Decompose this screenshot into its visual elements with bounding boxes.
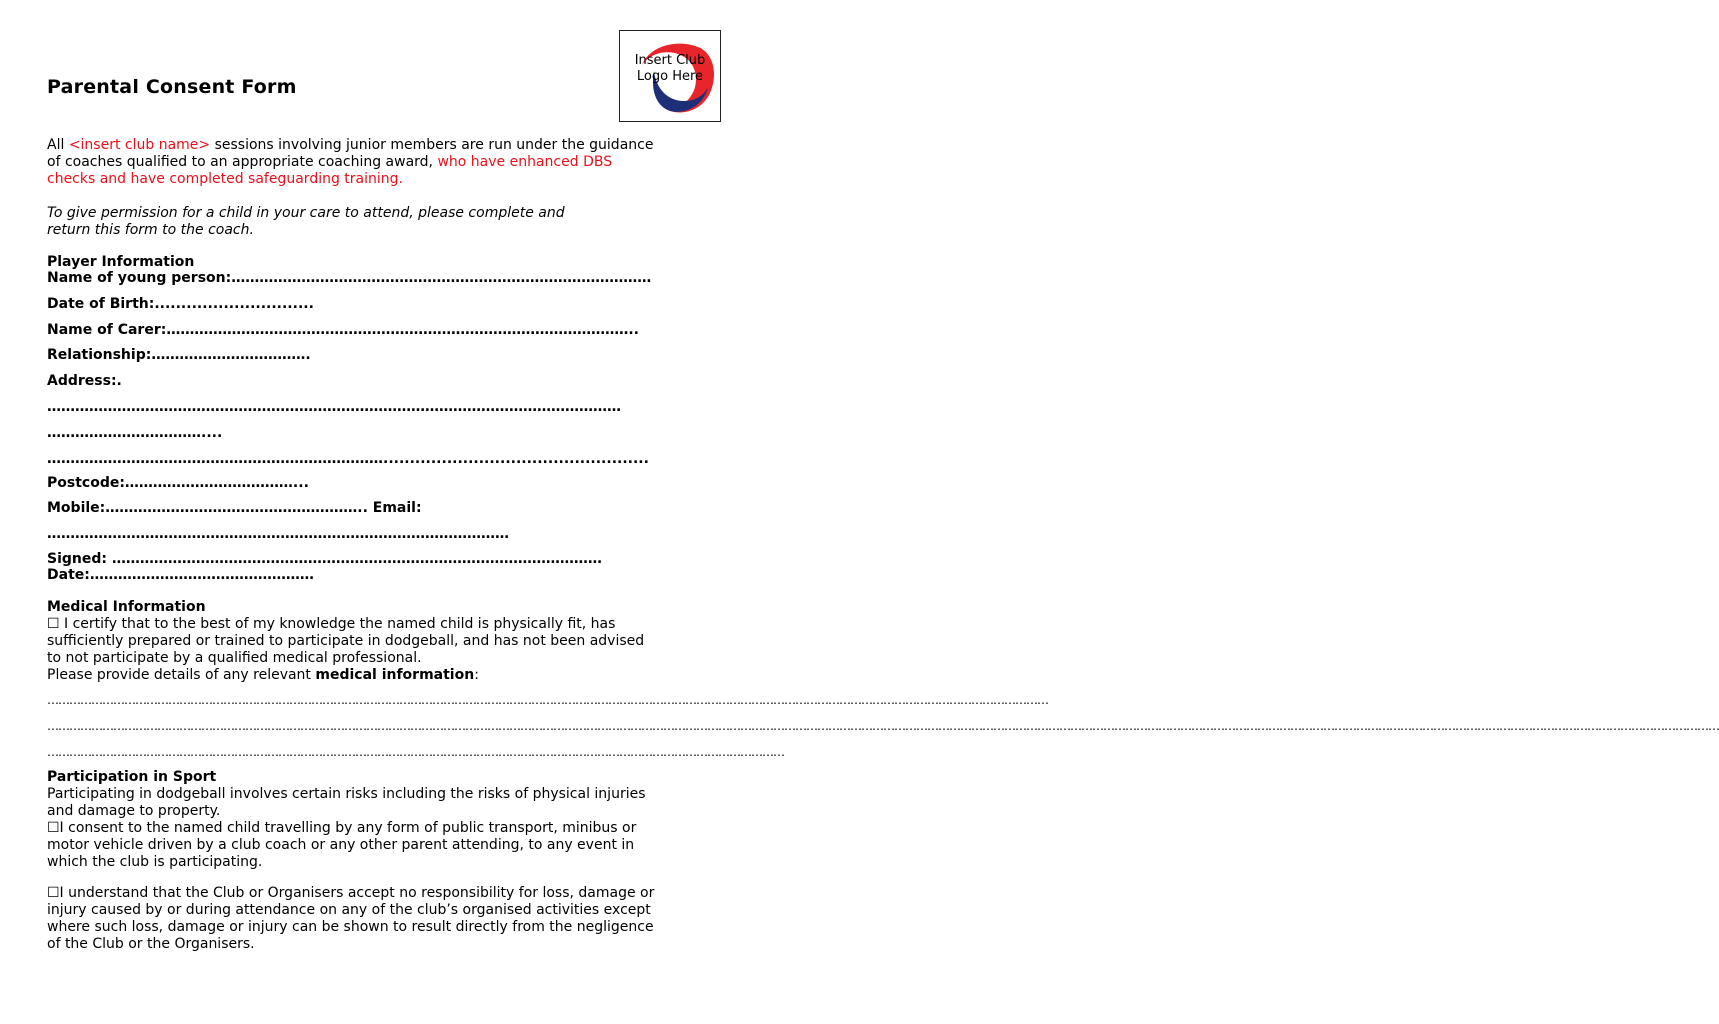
instruction-line-2: return this form to the coach. — [47, 222, 254, 238]
postcode-field[interactable]: Postcode:………………………………... — [47, 475, 309, 491]
club-name-placeholder: <insert club name> — [68, 137, 211, 153]
medical-details-line-2[interactable]: …………………………………………………………………………………………………………………………………………………………………………………………………………………………………………………………………………………………………………………………………………………………………………………………………………………… — [47, 719, 1719, 733]
carer-name-field[interactable]: Name of Carer:……………………………………………………………………………………….. — [47, 322, 639, 338]
intro-line-3: checks and have completed safeguarding training. — [47, 171, 403, 187]
medical-certify-line-1: ☐ I certify that to the best of my knowledge the named child is physically fit, has — [47, 616, 616, 632]
club-logo-placeholder — [619, 30, 721, 122]
liability-consent-checkbox[interactable]: ☐I understand that the Club or Organisers accept no responsibility for loss, damage or — [47, 885, 655, 901]
transport-consent-line-2: motor vehicle driven by a club coach or any other parent attending, to any event in — [47, 837, 635, 853]
page-title: Parental Consent Form — [47, 76, 297, 98]
medical-details-line-3[interactable]: ………………………………………………………………………………………………………………………………………………………………………………… — [47, 745, 784, 759]
transport-consent-checkbox[interactable]: ☐I consent to the named child travelling by any form of public transport, minibus or — [47, 820, 637, 836]
date-of-birth-field[interactable]: Date of Birth:.............................. — [47, 296, 314, 312]
young-person-name-field[interactable]: Name of young person:……………………………………………………………………………… — [47, 270, 652, 286]
medical-certify-checkbox[interactable]: ☐ — [47, 616, 60, 632]
signed-field[interactable]: Signed: …………………………………………………………………………………………… — [47, 551, 602, 567]
liability-consent-line-4: of the Club or the Organisers. — [47, 936, 255, 952]
address-line-1-field[interactable]: …………………………………………………………………………………………………………… — [47, 399, 621, 415]
date-field[interactable]: Date:………………………………………… — [47, 567, 314, 583]
intro-line-2: of coaches qualified to an appropriate coaching award, who have enhanced DBS — [47, 154, 613, 170]
medical-certify-line-2: sufficiently prepared or trained to participate in dodgeball, and has not been advised — [47, 633, 645, 649]
address-line-3-field[interactable]: ……………………………………………………………….................................................. — [47, 451, 649, 467]
email-field[interactable]: ……………………………………………………………………………………… — [47, 526, 509, 542]
logo-placeholder-text: Insert Club Logo Here — [634, 53, 706, 84]
participation-heading: Participation in Sport — [47, 769, 217, 785]
medical-details-prompt: Please provide details of any relevant medical information: — [47, 667, 479, 683]
medical-certify-line-3: to not participate by a qualified medical professional. — [47, 650, 422, 666]
address-line-2-field[interactable]: …………………………….... — [47, 425, 223, 441]
liability-consent-line-3: where such loss, damage or injury can be shown to result directly from the negligence — [47, 919, 654, 935]
address-label: Address:. — [47, 373, 122, 389]
participation-line-1: Participating in dodgeball involves certain risks including the risks of physical injuries — [47, 786, 646, 802]
intro-line-1: All <insert club name> sessions involving junior members are run under the guidance — [47, 137, 654, 153]
liability-consent-line-2: injury caused by or during attendance on any of the club’s organised activities except — [47, 902, 651, 918]
player-info-heading: Player Information — [47, 254, 195, 270]
instruction-line-1: To give permission for a child in your care to attend, please complete and — [47, 205, 565, 221]
medical-details-line-1[interactable]: ………………………………………………………………………………………………………………………………………………………………………………………………………………………………………………… — [47, 693, 1048, 707]
relationship-field[interactable]: Relationship:……………………………. — [47, 347, 311, 363]
transport-consent-line-3: which the club is participating. — [47, 854, 263, 870]
medical-info-heading: Medical Information — [47, 599, 206, 615]
participation-line-2: and damage to property. — [47, 803, 221, 819]
mobile-email-field[interactable]: Mobile:……………………………………………….. Email: — [47, 500, 422, 516]
